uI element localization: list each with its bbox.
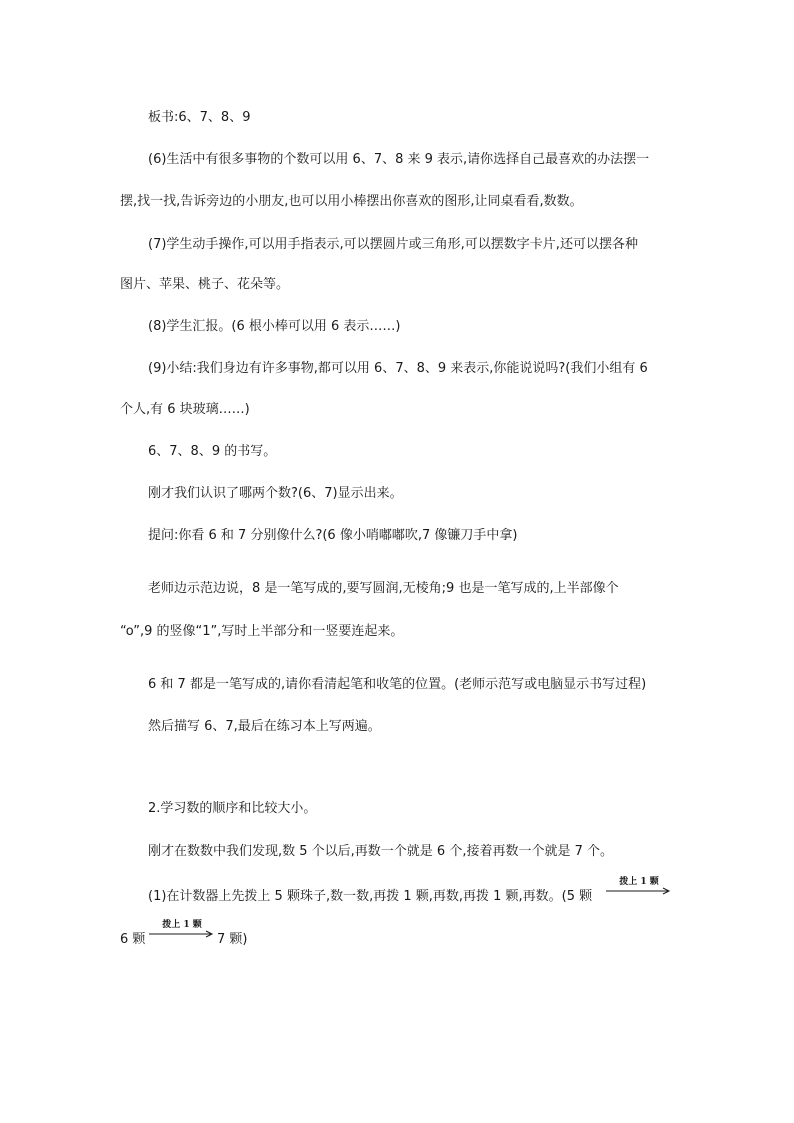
text-line-section2: 2.学习数的顺序和比较大小。: [148, 801, 317, 816]
text-line-step6-b: 摆,找一找,告诉旁边的小朋友,也可以用小棒摆出你喜欢的图形,让同桌看看,数数。: [120, 194, 583, 209]
arrow-label: 拨上 1 颗: [619, 877, 659, 887]
text-line-question: 提问:你看 6 和 7 分别像什么?(6 像小哨嘟嘟吹,7 像镰刀手中拿): [148, 528, 518, 543]
arrow-add-one-a: [606, 877, 672, 897]
text-line-abacus: (1)在计数器上先拨上 5 颗珠子,数一数,再拨 1 颗,再数,再拨 1 颗,再数。(5 颗: [148, 889, 593, 904]
text-line-writing-heading: 6、7、8、9 的书写。: [148, 444, 277, 459]
text-line-six-beads: 6 颗: [120, 932, 146, 947]
text-line-count: 刚才在数数中我们发现,数 5 个以后,再数一个就是 6 个,接着再数一个就是 7 个。: [148, 844, 614, 859]
text-line-teacher-b: “o”,9 的竖像“1”,写时上半部分和一竖要连起来。: [120, 624, 404, 639]
text-line-trace: 然后描写 6、7,最后在练习本上写两遍。: [148, 719, 381, 734]
right-arrow-icon: [149, 930, 215, 938]
text-line-seven-beads: 7 颗): [217, 932, 248, 947]
text-line-recall: 刚才我们认识了哪两个数?(6、7)显示出来。: [148, 486, 403, 501]
text-line-teacher-a: 老师边示范边说，8 是一笔写成的,要写圆润,无棱角;9 也是一笔写成的,上半部像个: [148, 581, 619, 596]
arrow-add-one-b: [149, 920, 215, 940]
text-line-board: 板书:6、7、8、9: [148, 110, 251, 125]
arrow-label: 拨上 1 颗: [162, 920, 202, 930]
text-line-step9-a: (9)小结:我们身边有许多事物,都可以用 6、7、8、9 来表示,你能说说吗?(我们小组有 6: [148, 361, 648, 376]
text-line-step7-b: 图片、苹果、桃子、花朵等。: [120, 277, 290, 292]
text-line-step6-a: (6)生活中有很多事物的个数可以用 6、7、8 来 9 表示,请你选择自己最喜欢的办法摆一: [148, 152, 650, 167]
right-arrow-icon: [606, 887, 672, 895]
text-line-step7-a: (7)学生动手操作,可以用手指表示,可以摆圆片或三角形,可以摆数字卡片,还可以摆各种: [148, 237, 638, 252]
text-line-step9-b: 个人,有 6 块玻璃……): [120, 402, 250, 417]
text-line-step8: (8)学生汇报。(6 根小棒可以用 6 表示……): [148, 319, 401, 334]
text-line-stroke: 6 和 7 都是一笔写成的,请你看清起笔和收笔的位置。(老师示范写或电脑显示书写过程): [148, 677, 647, 692]
